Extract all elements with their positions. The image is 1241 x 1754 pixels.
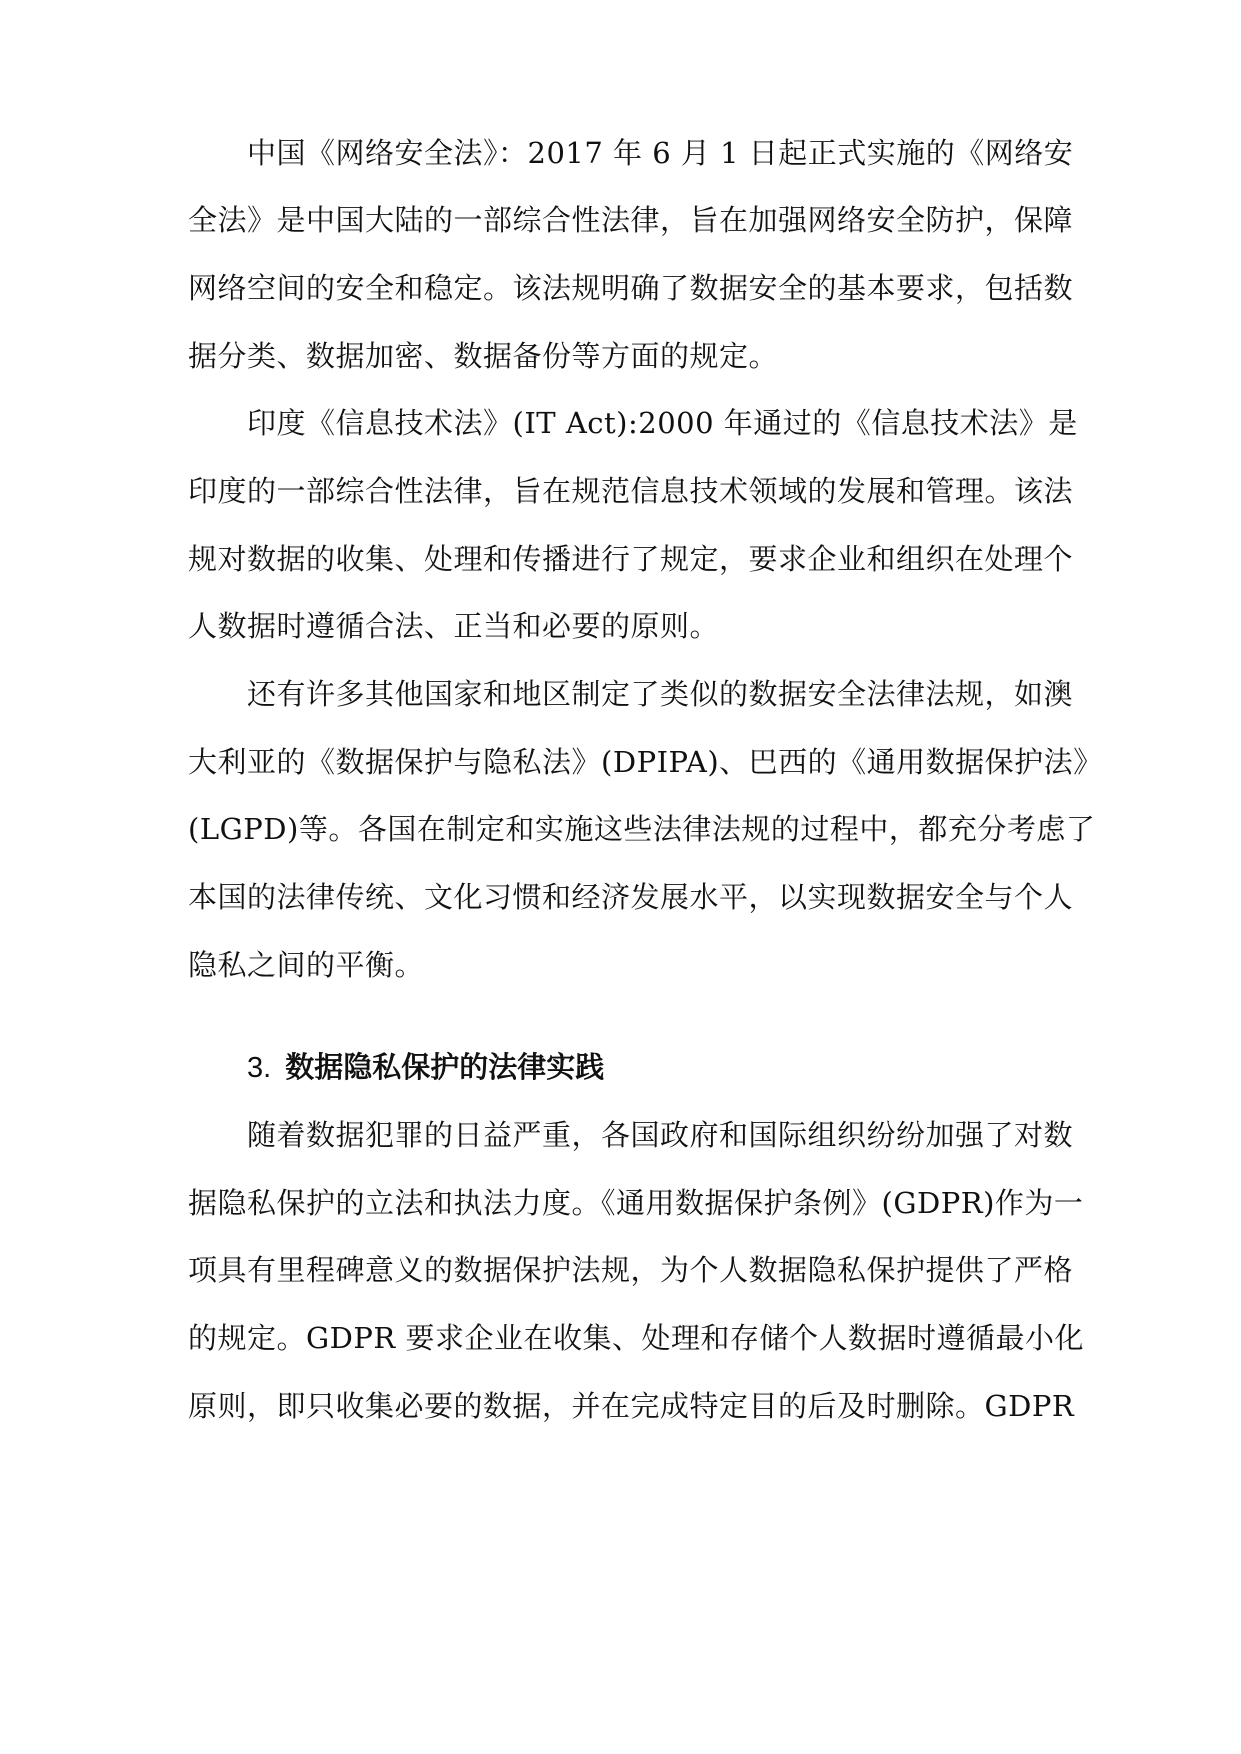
paragraph-line: 本国的法律传统、文化习惯和经济发展水平，以实现数据安全与个人	[188, 880, 1074, 914]
section-number: 3.	[247, 1052, 272, 1084]
section-heading	[247, 1047, 604, 1088]
paragraph-line: 的规定。GDPR 要求企业在收集、处理和存储个人数据时遵循最小化	[188, 1321, 1084, 1355]
paragraph-line: 随着数据犯罪的日益严重，各国政府和国际组织纷纷加强了对数	[247, 1118, 1074, 1152]
paragraph-line: 印度《信息技术法》(IT Act):2000 年通过的《信息技术法》是	[247, 406, 1078, 440]
paragraph-line: 人数据时遵循合法、正当和必要的原则。	[188, 609, 720, 643]
paragraph-line: 还有许多其他国家和地区制定了类似的数据安全法律法规，如澳	[247, 677, 1074, 711]
paragraph-line: 隐私之间的平衡。	[188, 948, 425, 982]
paragraph-line: 全法》是中国大陆的一部综合性法律，旨在加强网络安全防护，保障	[188, 203, 1074, 237]
section-title: 数据隐私保护的法律实践	[285, 1050, 605, 1084]
paragraph-line: 据分类、数据加密、数据备份等方面的规定。	[188, 339, 779, 373]
paragraph-line: 大利亚的《数据保护与隐私法》(DPIPA)、巴西的《通用数据保护法》	[188, 745, 1103, 779]
paragraph-line: 原则，即只收集必要的数据，并在完成特定目的后及时删除。GDPR	[188, 1389, 1075, 1423]
paragraph-line: 据隐私保护的立法和执法力度。《通用数据保护条例》(GDPR)作为一	[188, 1186, 1084, 1220]
paragraph-line: 规对数据的收集、处理和传播进行了规定，要求企业和组织在处理个	[188, 542, 1074, 576]
paragraph-line: 中国《网络安全法》：2017 年 6 月 1 日起正式实施的《网络安	[247, 136, 1074, 170]
paragraph-line: 网络空间的安全和稳定。该法规明确了数据安全的基本要求，包括数	[188, 271, 1074, 305]
paragraph-line: (LGPD)等。各国在制定和实施这些法律法规的过程中，都充分考虑了	[188, 812, 1096, 846]
paragraph-line: 项具有里程碑意义的数据保护法规，为个人数据隐私保护提供了严格	[188, 1253, 1074, 1287]
paragraph-line: 印度的一部综合性法律，旨在规范信息技术领域的发展和管理。该法	[188, 474, 1074, 508]
